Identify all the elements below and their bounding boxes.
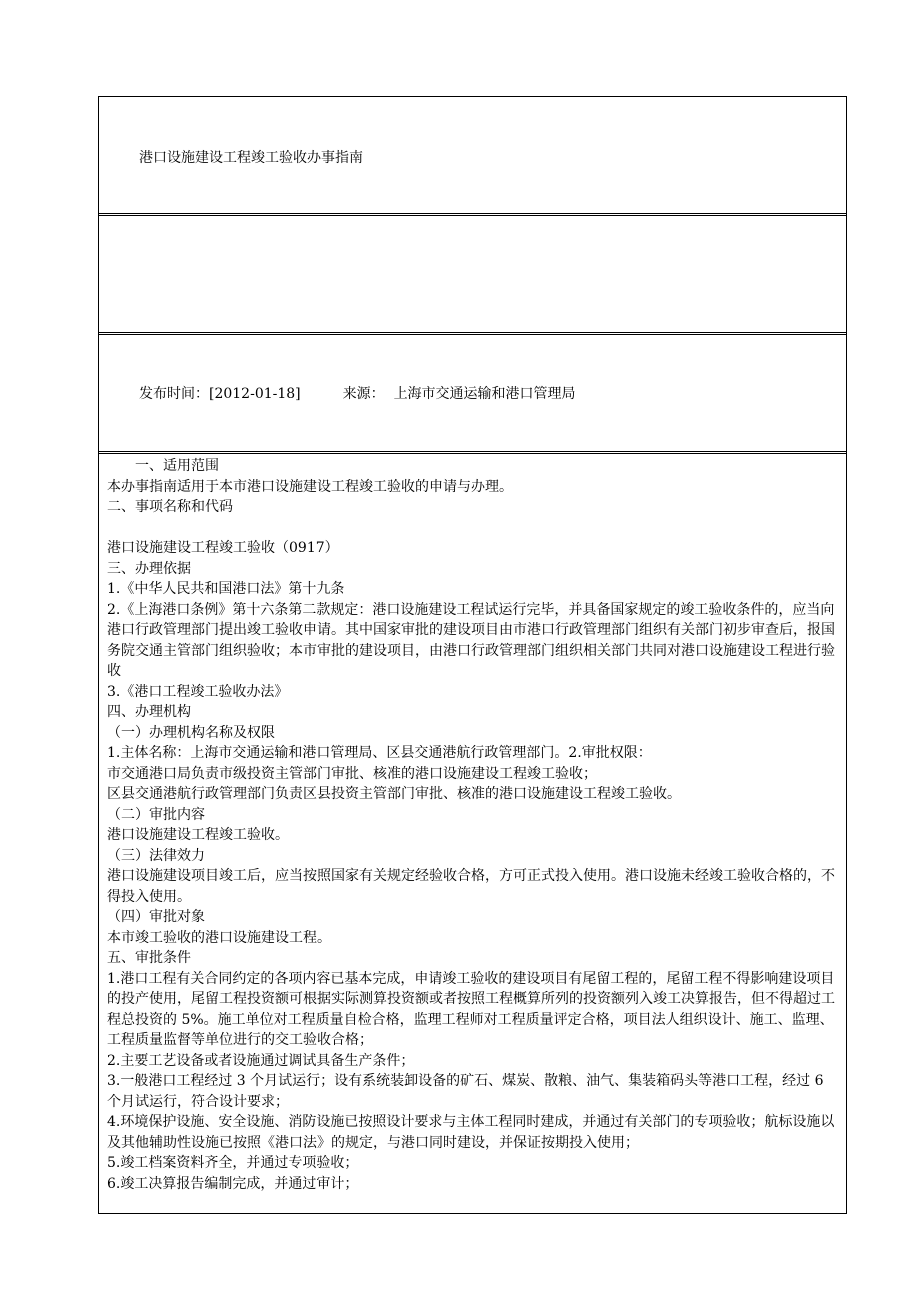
body-text — [107, 456, 840, 1194]
publish-meta — [139, 383, 576, 403]
paragraph: 5.竣工档案资料齐全，并通过专项验收； — [107, 1155, 359, 1171]
section-heading: 二、事项名称和代码 — [107, 499, 233, 515]
paragraph: 本市竣工验收的港口设施建设工程。 — [107, 929, 331, 946]
paragraph: 港口设施建设工程竣工验收。 — [107, 827, 289, 843]
source-label: 来源： — [342, 386, 385, 402]
paragraph: 区县交通港航行政管理部门负责区县投资主管部门审批、核准的港口设施建设工程竣工验收。 — [107, 786, 681, 802]
paragraph: 3.《港口工程竣工验收办法》 — [107, 683, 289, 700]
document-table — [98, 96, 847, 1214]
section-heading: 一、适用范围 — [135, 458, 219, 474]
subsection-heading: （一）办理机构名称及权限 — [107, 724, 275, 741]
document-title: 港口设施建设工程竣工验收办事指南 — [139, 150, 363, 166]
paragraph: 1.主体名称：上海市交通运输和港口管理局、区县交通港航行政管理部门。2.审批权限： — [107, 745, 652, 761]
paragraph: 1.《中华人民共和国港口法》第十九条 — [107, 581, 345, 597]
publish-date: [2012-01-18] — [209, 386, 301, 402]
paragraph: 1.港口工程有关合同约定的各项内容已基本完成，申请竣工验收的建设项目有尾留工程的，尾留工程不得影响建设项目的投产使用，尾留工程投资额可根据实际测算投资额或者按照工程概算所列的投资额列入竣工决算报告，但不得超过工程总投资的 5%。施工单位对工程质量自检合格，监理工程师对工程质量评定合格，项目法人组织设计、施工、监理、工程质量监督等单位进行的交工验收合格； — [107, 970, 835, 1048]
paragraph: 4.环境保护设施、安全设施、消防设施已按照设计要求与主体工程同时建成，并通过有关部门的专项验收；航标设施以及其他辅助性设施已按照《港口法》的规定，与港口同时建设，并保证按期投入使用； — [107, 1114, 835, 1151]
paragraph: 6.竣工决算报告编制完成，并通过审计； — [107, 1175, 359, 1192]
body-row — [99, 454, 846, 1213]
paragraph: 本办事指南适用于本市港口设施建设工程竣工验收的申请与办理。 — [107, 478, 513, 495]
publish-label: 发布时间： — [139, 386, 209, 402]
subsection-heading: （二）审批内容 — [107, 806, 205, 823]
section-heading: 四、办理机构 — [107, 704, 191, 720]
section-heading: 三、办理依据 — [107, 560, 191, 577]
paragraph: 市交通港口局负责市级投资主管部门审批、核准的港口设施建设工程竣工验收； — [107, 765, 597, 782]
blank-row — [99, 216, 846, 335]
blank-line — [107, 518, 840, 539]
paragraph: 港口设施建设工程竣工验收（0917） — [107, 540, 339, 556]
paragraph: 2.主要工艺设备或者设施通过调试具备生产条件； — [107, 1052, 415, 1069]
paragraph: 3.一般港口工程经过 3 个月试运行；设有系统装卸设备的矿石、煤炭、散粮、油气、集装箱码头等港口工程，经过 6 个月试运行，符合设计要求； — [107, 1073, 824, 1110]
paragraph: 2.《上海港口条例》第十六条第二款规定：港口设施建设工程试运行完毕，并具备国家规定的竣工验收条件的，应当向港口行政管理部门提出竣工验收申请。其中国家审批的建设项目由市港口行政管理部门组织有关部门初步审查后，报国务院交通主管部门组织验收；本市审批的建设项目，由港口行政管理部门组织相关部门共同对港口设施建设工程进行验收 — [107, 601, 835, 679]
subsection-heading: （三）法律效力 — [107, 847, 205, 864]
section-heading: 五、审批条件 — [107, 950, 191, 966]
paragraph: 港口设施建设项目竣工后，应当按照国家有关规定经验收合格，方可正式投入使用。港口设施未经竣工验收合格的，不得投入使用。 — [107, 868, 835, 905]
source-value: 上海市交通运输和港口管理局 — [393, 386, 576, 402]
subsection-heading: （四）审批对象 — [107, 909, 205, 925]
